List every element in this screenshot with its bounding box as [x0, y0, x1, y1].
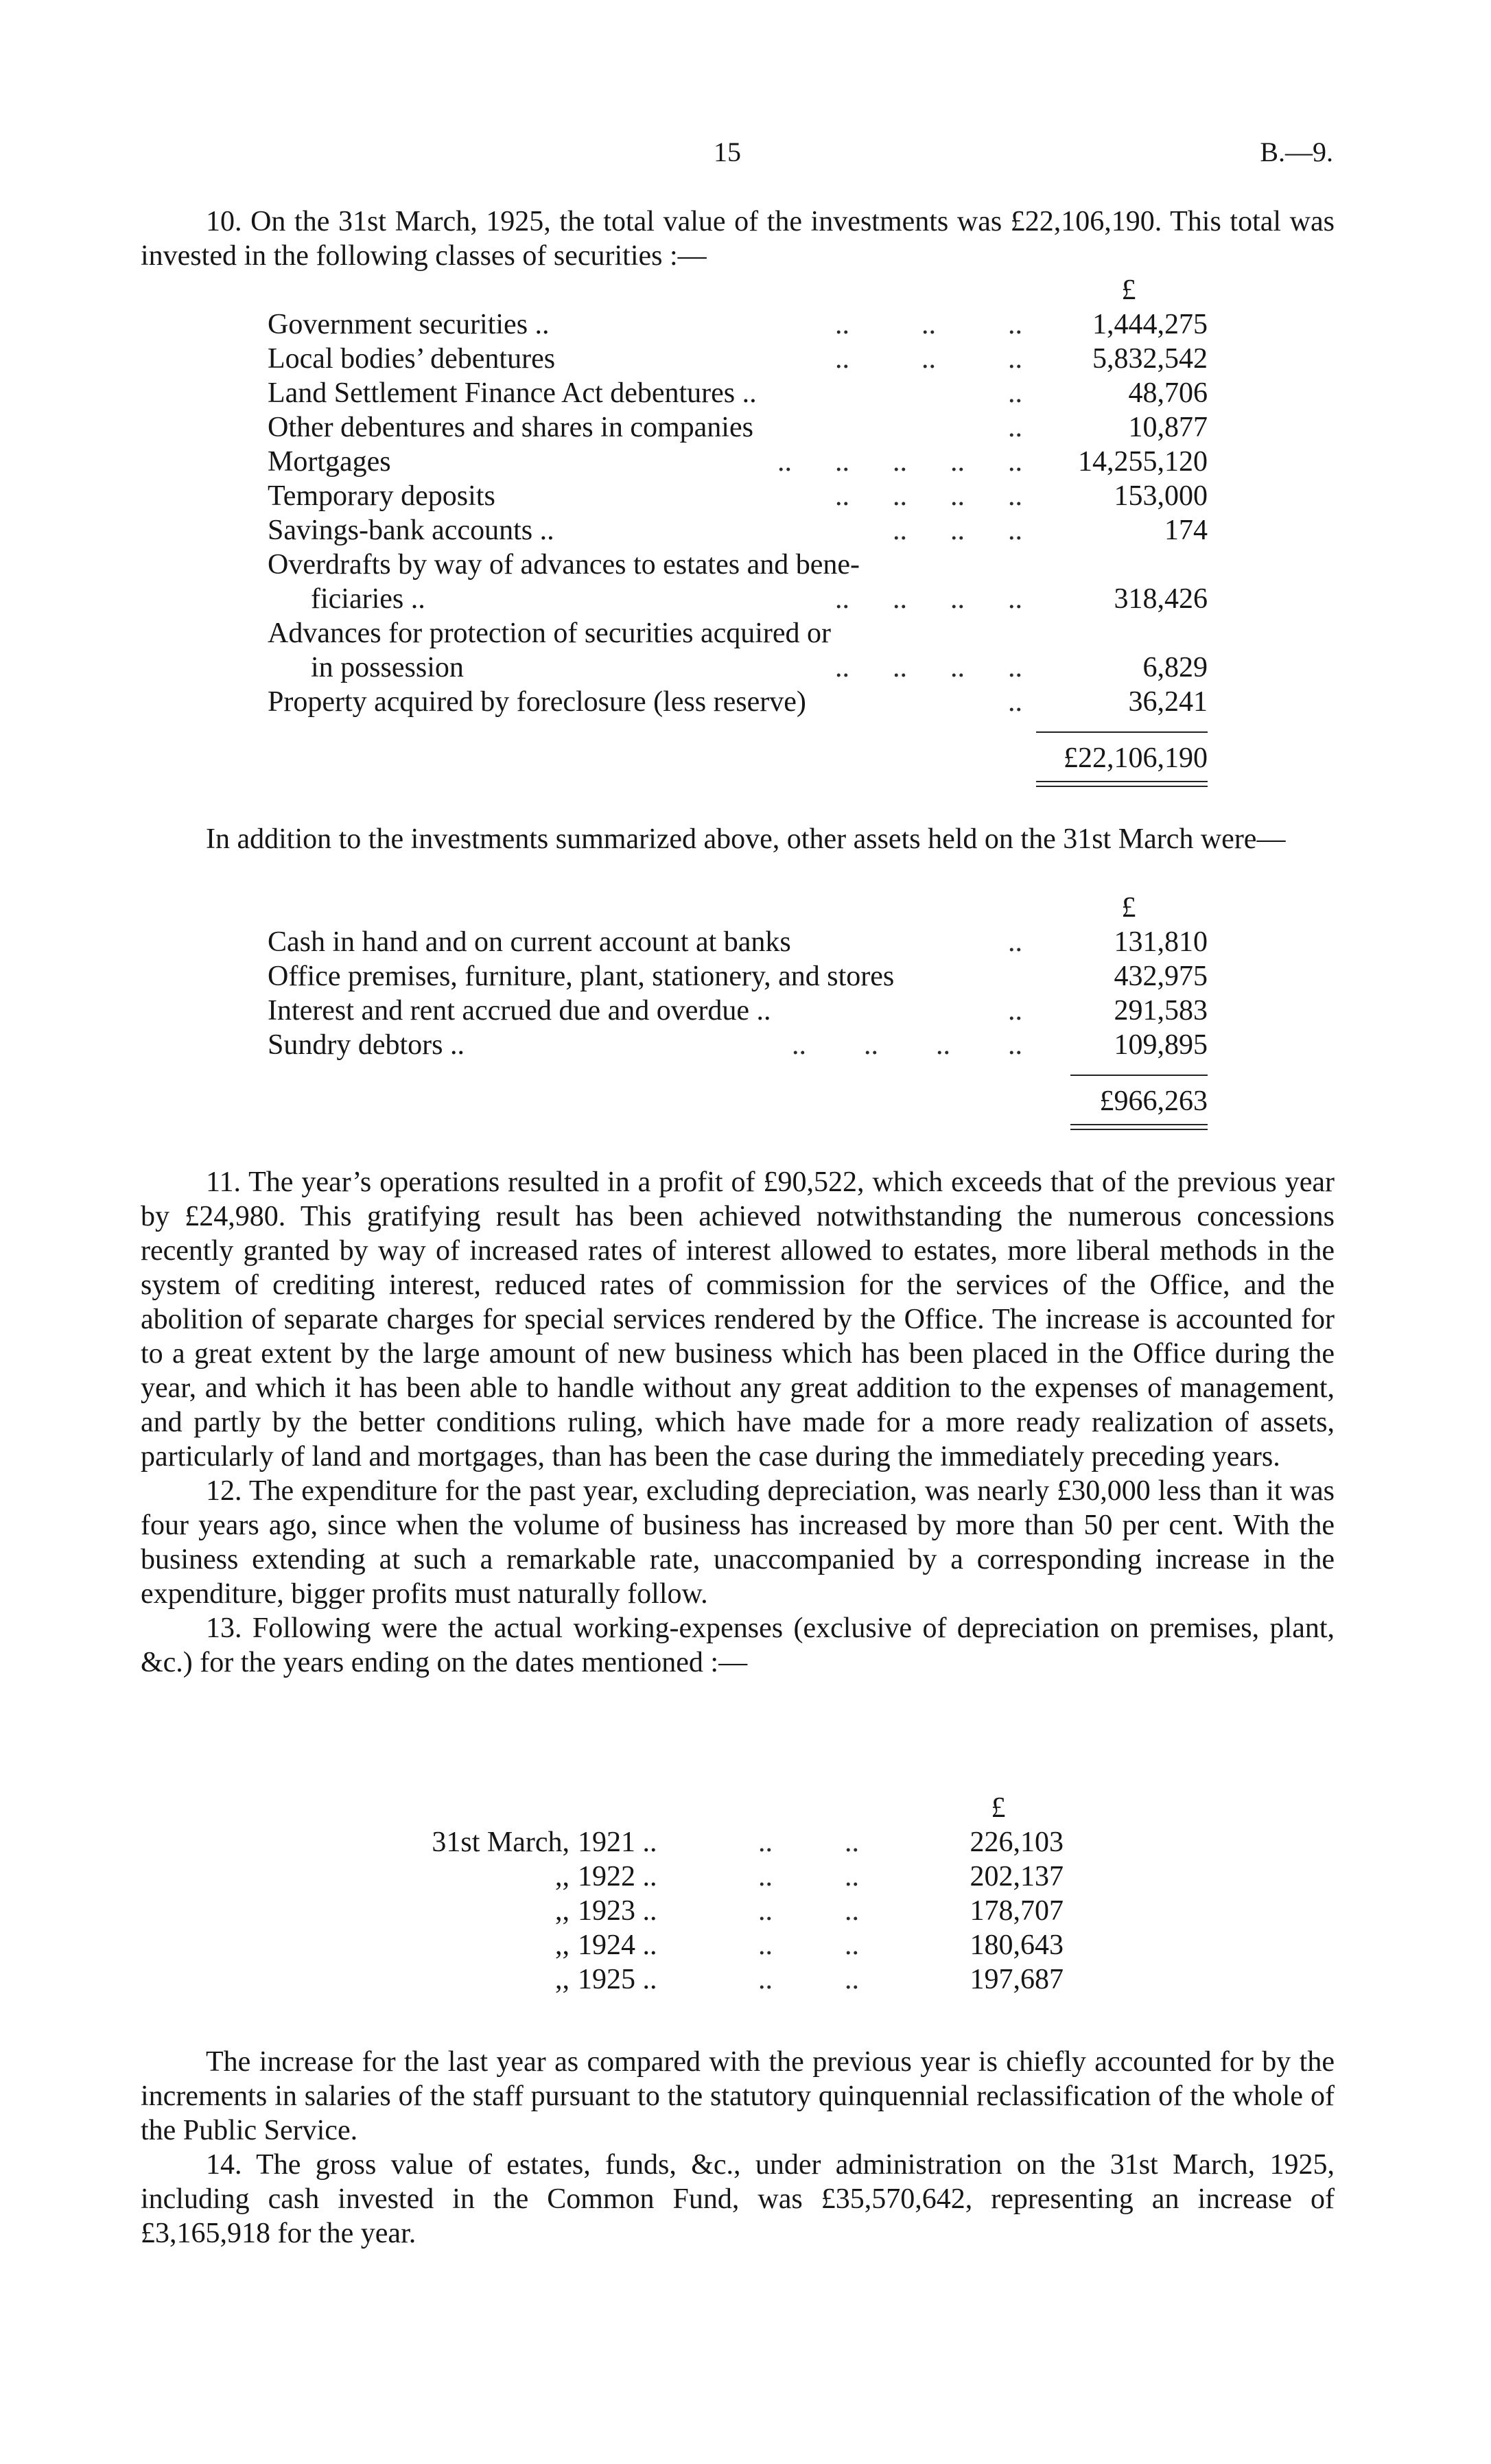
investment-leader-dots: .. .. ..: [835, 343, 1022, 375]
investment-leader-dots: .. .. .. ..: [835, 652, 1022, 683]
asset-leader-dots: .. .. .. ..: [792, 1029, 1022, 1061]
asset-leader-dots: ..: [1008, 995, 1022, 1026]
asset-label: Sundry debtors ..: [268, 1029, 465, 1061]
expense-row: [398, 1859, 1084, 1894]
asset-value: 291,583: [1114, 995, 1208, 1026]
investment-label: Other debentures and shares in companies: [268, 412, 753, 443]
investment-value: 153,000: [1114, 480, 1208, 512]
investment-row: [268, 376, 1214, 410]
expense-leader-dots: .. ..: [758, 1827, 859, 1858]
expense-leader-dots: .. ..: [758, 1861, 859, 1892]
expense-value: 226,103: [970, 1827, 1064, 1858]
investment-label: Mortgages: [268, 446, 391, 478]
expense-date: ,,: [555, 1964, 570, 1995]
asset-label: Office premises, furniture, plant, stationery, and stores: [268, 961, 895, 992]
investment-leader-dots: ..: [1008, 412, 1022, 443]
assets-double-rule: [1070, 1124, 1208, 1130]
expense-value: 197,687: [970, 1964, 1064, 1995]
paragraph-13-text: 13. Following were the actual working-expenses (exclusive of depreciation on premises, plant, &c.) for the years ending on the dates mentioned :—: [141, 1612, 1335, 1678]
expense-year: 1925 ..: [578, 1964, 657, 1995]
assets-intro-paragraph: [141, 822, 1335, 856]
expense-row: [398, 1962, 1084, 1997]
page-number: 15: [714, 137, 741, 167]
asset-row: [268, 994, 1214, 1028]
paragraph-10: [141, 204, 1335, 273]
expense-year: 1924 ..: [578, 1929, 657, 1961]
investment-value: 5,832,542: [1092, 343, 1208, 375]
investment-leader-dots: ..: [1008, 377, 1022, 409]
investment-row: [268, 445, 1214, 479]
paragraph-12-text: 12. The expenditure for the past year, excluding depreciation, was nearly £30,000 less than it was four years ago, since when the volume of business has increased by more than 50 per cent. With the business extending at such a remarkable rate, unaccompanied by a corresponding increase in the expenditure, bigger profits must naturally follow.: [141, 1475, 1335, 1610]
investment-leader-dots: .. .. .. .. ..: [777, 446, 1022, 478]
investment-label: in possession: [268, 652, 464, 683]
asset-label: Interest and rent accrued due and overdue ..: [268, 995, 771, 1026]
asset-value: 432,975: [1114, 961, 1208, 992]
investments-table: [268, 273, 1214, 808]
expense-date: ,,: [555, 1895, 570, 1927]
investment-value: 36,241: [1128, 686, 1208, 718]
assets-total-rule: [1070, 1075, 1208, 1076]
investment-value: 14,255,120: [1078, 446, 1208, 478]
asset-row: [268, 959, 1214, 994]
expense-date: ,,: [555, 1861, 570, 1892]
investment-label: Savings-bank accounts ..: [268, 515, 554, 546]
investment-leader-dots: ..: [1008, 686, 1022, 718]
investment-row: [268, 410, 1214, 445]
investments-total-rule: [1036, 731, 1208, 733]
investment-row: [268, 616, 1214, 650]
investments-double-rule: [1036, 781, 1208, 787]
expense-year: 1923 ..: [578, 1895, 657, 1927]
investments-total: £22,106,190: [1064, 742, 1208, 774]
expense-date: ,,: [555, 1929, 570, 1961]
investment-value: 10,877: [1128, 412, 1208, 443]
investment-label: Local bodies’ debentures: [268, 343, 556, 375]
page-header: [0, 136, 1491, 177]
investment-row: [268, 307, 1214, 342]
investment-row: [268, 548, 1214, 582]
expenses-table: [398, 1791, 1084, 2017]
investment-value: 1,444,275: [1092, 309, 1208, 340]
paragraphs-11-13: [141, 1165, 1335, 1680]
paragraph-10-text: 10. On the 31st March, 1925, the total value of the investments was £22,106,190. This total was invested in the following classes of securities :—: [141, 206, 1335, 272]
expense-leader-dots: .. ..: [758, 1929, 859, 1961]
closing-paragraphs: [141, 2045, 1335, 2251]
investment-leader-dots: .. .. ..: [893, 515, 1022, 546]
investment-value: 48,706: [1128, 377, 1208, 409]
assets-total: £966,263: [1099, 1086, 1208, 1117]
investment-label: ficiaries ..: [268, 583, 425, 615]
expense-value: 178,707: [970, 1895, 1064, 1927]
asset-value: 131,810: [1114, 926, 1208, 958]
investment-row: [268, 479, 1214, 513]
paragraph-11-text: 11. The year’s operations resulted in a profit of £90,522, which exceeds that of the previous year by £24,980. This gratifying result has been achieved notwithstanding the numerous concessions recently granted by way of increased rates of interest allowed to estates, more liberal methods in the system of crediting interest, reduced rates of commission for the services of the Office, and the abolition of separate charges for special services rendered by the Office. The increase is accounted for to a great extent by the large amount of new business which has been placed in the Office during the year, and which it has been able to handle without any great addition to the expenses of management, and partly by the better conditions ruling, which have made for a more ready realization of assets, particularly of land and mortgages, than has been the case during the immediately preceding years.: [141, 1166, 1335, 1472]
investment-leader-dots: .. .. ..: [835, 309, 1022, 340]
investment-leader-dots: .. .. .. ..: [835, 583, 1022, 615]
expense-row: [398, 1928, 1084, 1962]
expense-value: 202,137: [970, 1861, 1064, 1892]
asset-row: [268, 925, 1214, 959]
investment-label: Government securities ..: [268, 309, 550, 340]
expense-year: 1921 ..: [578, 1827, 657, 1858]
investment-value: 6,829: [1142, 652, 1208, 683]
document-reference: B.—9.: [1260, 137, 1333, 167]
assets-currency-header: £: [1121, 892, 1136, 924]
investment-value: 174: [1164, 515, 1208, 546]
assets-table: [268, 891, 1214, 1151]
investment-row: [268, 685, 1214, 719]
investment-value: 318,426: [1114, 583, 1208, 615]
asset-value: 109,895: [1114, 1029, 1208, 1061]
expense-date: 31st March,: [432, 1827, 570, 1858]
increase-paragraph-text: The increase for the last year as compared with the previous year is chiefly accounted for by the increments in salaries of the staff pursuant to the statutory quinquennial reclassification of the whole of the Public Service.: [141, 2046, 1335, 2146]
investment-leader-dots: .. .. .. ..: [835, 480, 1022, 512]
expense-leader-dots: .. ..: [758, 1964, 859, 1995]
expense-row: [398, 1825, 1084, 1859]
investment-label: Property acquired by foreclosure (less reserve): [268, 686, 806, 718]
investment-row: [268, 582, 1214, 616]
investment-label: Land Settlement Finance Act debentures ..: [268, 377, 757, 409]
asset-label: Cash in hand and on current account at banks: [268, 926, 791, 958]
investment-row: [268, 650, 1214, 685]
investment-row: [268, 342, 1214, 376]
asset-leader-dots: ..: [1008, 926, 1022, 958]
assets-intro-text: In addition to the investments summarized above, other assets held on the 31st March were—: [206, 823, 1286, 855]
expense-row: [398, 1894, 1084, 1928]
investments-currency-header: £: [1121, 274, 1136, 306]
paragraph-14-text: 14. The gross value of estates, funds, &c., under administration on the 31st March, 1925, including cash invested in the Common Fund, was £35,570,642, representing an increase of £3,165,918 for the year.: [141, 2149, 1335, 2249]
investment-label: Temporary deposits: [268, 480, 495, 512]
expense-year: 1922 ..: [578, 1861, 657, 1892]
investment-row: [268, 513, 1214, 548]
asset-row: [268, 1028, 1214, 1062]
expenses-currency-header: £: [991, 1792, 1006, 1824]
expense-value: 180,643: [970, 1929, 1064, 1961]
investment-label: Overdrafts by way of advances to estates and bene-: [268, 549, 860, 580]
expense-leader-dots: .. ..: [758, 1895, 859, 1927]
investment-label: Advances for protection of securities acquired or: [268, 618, 832, 649]
